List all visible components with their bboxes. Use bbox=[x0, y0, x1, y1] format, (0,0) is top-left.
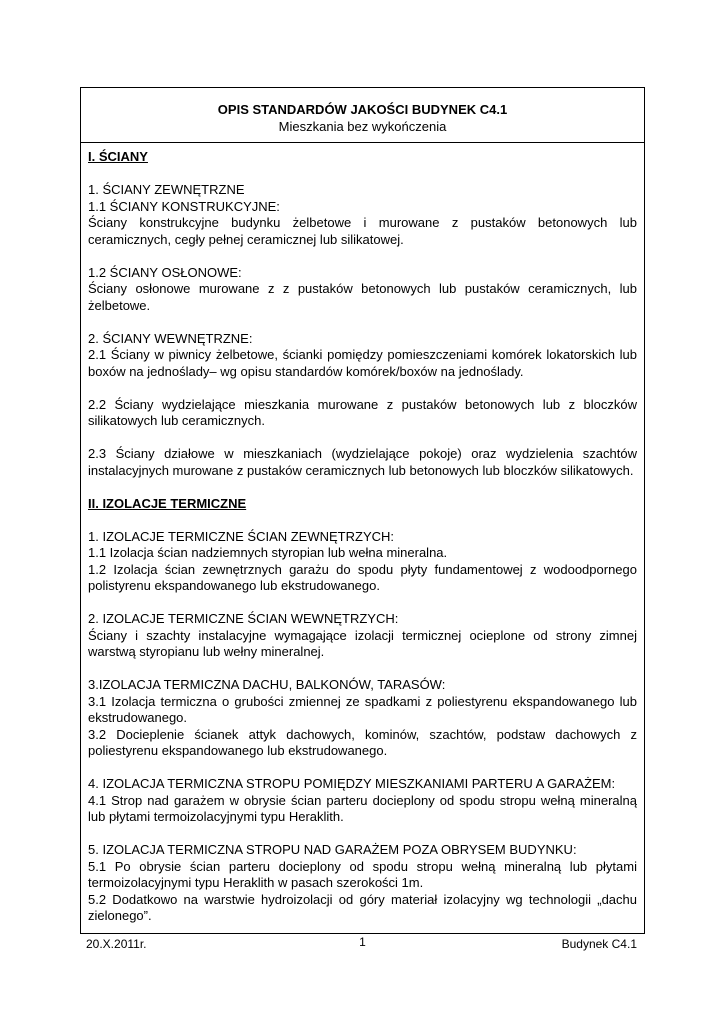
page-title: OPIS STANDARDÓW JAKOŚCI BUDYNEK C4.1 bbox=[217, 102, 508, 117]
paragraph-spacer bbox=[88, 314, 637, 331]
paragraph-spacer bbox=[88, 595, 637, 612]
paragraph: 2. ŚCIANY WEWNĘTRZNE: bbox=[88, 330, 253, 346]
footer-building: Budynek C4.1 bbox=[561, 937, 637, 951]
paragraph: 2.1 Ściany w piwnicy żelbetowe, ścianki pomiędzy pomieszczeniami komórek lokatorskich lub boxów na jednoślady– wg opisu standardów komórek/boxów na jednoślady. bbox=[88, 347, 637, 379]
paragraph: 1.1 Izolacja ścian nadziemnych styropian lub wełna mineralna. bbox=[88, 545, 448, 560]
section-heading: I. ŚCIANY bbox=[88, 149, 148, 164]
paragraph: Ściany i szachty instalacyjne wymagające izolacji termicznej ocieplone od strony zimnej warstwą styropianu lub wełny mineralnej. bbox=[88, 627, 637, 659]
footer-page-number: 1 bbox=[359, 935, 366, 949]
paragraph-spacer bbox=[88, 479, 637, 496]
document-header bbox=[81, 88, 644, 143]
paragraph-spacer bbox=[88, 661, 637, 678]
paragraph: 4.1 Strop nad garażem w obrysie ścian parteru docieplony od spodu stropu wełną mineralną lub płytami termoizolacyjnymi typu Heraklith. bbox=[88, 792, 637, 824]
paragraph-spacer bbox=[88, 248, 637, 265]
paragraph-spacer bbox=[88, 166, 637, 183]
paragraph: 1. IZOLACJE TERMICZNE ŚCIAN ZEWNĘTRZYCH: bbox=[88, 528, 395, 544]
paragraph: 2.3 Ściany działowe w mieszkaniach (wydzielające pokoje) oraz wydzielenia szachtów instalacyjnych murowane z pustaków ceramicznych lub betonowych lub bloczków silikatowych. bbox=[88, 446, 637, 478]
document-body bbox=[88, 149, 637, 925]
section-heading: II. IZOLACJE TERMICZNE bbox=[88, 495, 247, 511]
paragraph: 3.2 Docieplenie ścianek attyk dachowych, kominów, szachtów, podstaw dachowych z poliestyrenu ekspandowanego lub ekstrudowanego. bbox=[88, 726, 637, 758]
paragraph: 1. ŚCIANY ZEWNĘTRZNE bbox=[88, 182, 245, 197]
paragraph-spacer bbox=[88, 380, 637, 397]
paragraph-spacer bbox=[88, 826, 637, 843]
paragraph-spacer bbox=[88, 760, 637, 777]
page-subtitle: Mieszkania bez wykończenia bbox=[278, 119, 447, 134]
paragraph: 2.2 Ściany wydzielające mieszkania murowane z pustaków betonowych lub z bloczków silikatowych lub ceramicznych. bbox=[88, 396, 637, 428]
footer-date: 20.X.2011r. bbox=[86, 937, 147, 951]
paragraph: 4. IZOLACJA TERMICZNA STROPU POMIĘDZY MIESZKANIAMI PARTERU A GARAŻEM: bbox=[88, 776, 616, 791]
paragraph: 1.2 Izolacja ścian zewnętrznych garażu do spodu płyty fundamentowej z wodoodpornego polistyrenu ekspandowanego lub ekstrudowanego. bbox=[88, 561, 637, 593]
paragraph-spacer bbox=[88, 512, 637, 529]
paragraph-spacer bbox=[88, 430, 637, 447]
paragraph: 5.2 Dodatkowo na warstwie hydroizolacji od góry materiał izolacyjny wg technologii „dachu zielonego”. bbox=[88, 891, 637, 923]
document-frame bbox=[80, 87, 645, 934]
paragraph: 3.IZOLACJA TERMICZNA DACHU, BALKONÓW, TARASÓW: bbox=[88, 677, 446, 692]
paragraph: 2. IZOLACJE TERMICZNE ŚCIAN WEWNĘTRZYCH: bbox=[88, 611, 399, 626]
paragraph: 1.1 ŚCIANY KONSTRUKCYJNE: bbox=[88, 198, 280, 214]
paragraph: 5.1 Po obrysie ścian parteru docieplony od spodu stropu wełną mineralną lub płytami termoizolacyjnymi typu Heraklith w pasach szerokości 1m. bbox=[88, 858, 637, 890]
paragraph: Ściany konstrukcyjne budynku żelbetowe i murowane z pustaków betonowych lub ceramicznych, cegły pełnej ceramicznej lub silikatowej. bbox=[88, 215, 637, 247]
paragraph: 5. IZOLACJA TERMICZNA STROPU NAD GARAŻEM POZA OBRYSEM BUDYNKU: bbox=[88, 842, 577, 857]
paragraph: 3.1 Izolacja termiczna o grubości zmiennej ze spadkami z poliestyrenu ekspandowanego lub ekstrudowanego. bbox=[88, 693, 637, 725]
paragraph: Ściany osłonowe murowane z z pustaków betonowych lub pustaków ceramicznych, lub żelbetowe. bbox=[88, 281, 637, 313]
paragraph: 1.2 ŚCIANY OSŁONOWE: bbox=[88, 264, 242, 280]
